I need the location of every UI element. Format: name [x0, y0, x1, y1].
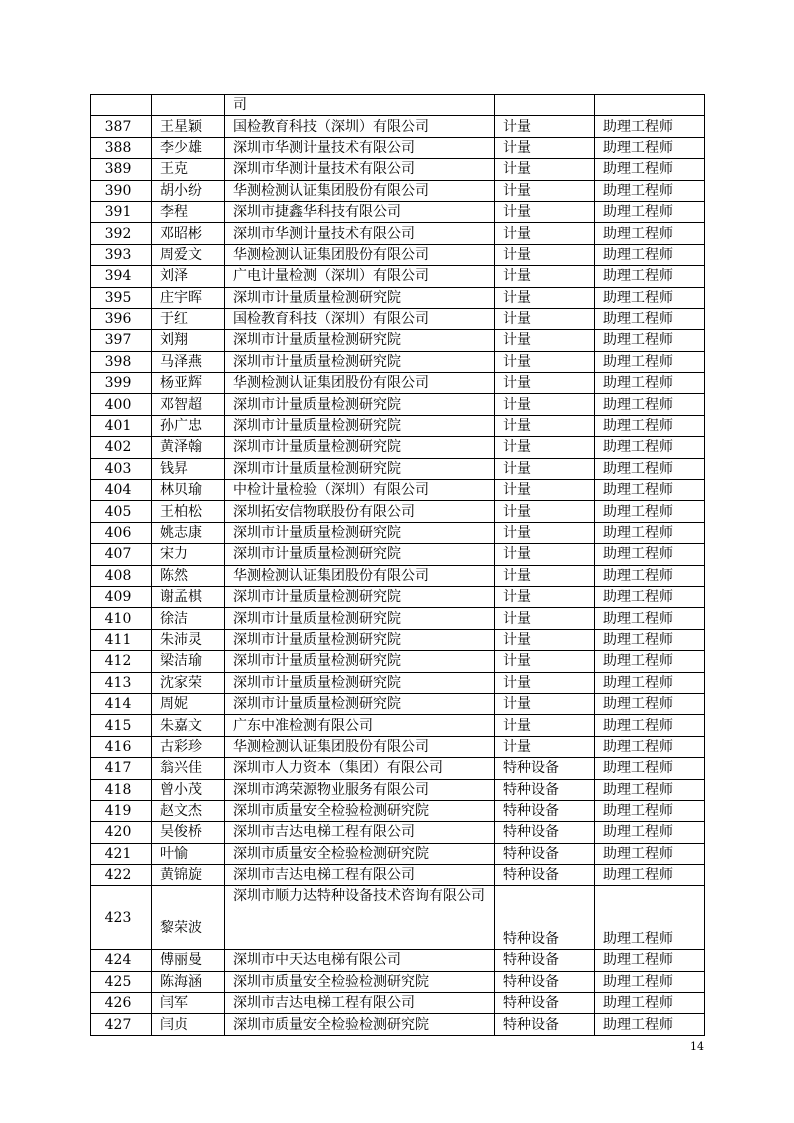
table-row [91, 180, 705, 201]
cell-number: 393 [91, 244, 152, 265]
cell-major: 计量 [495, 159, 595, 180]
cell-title: 助理工程师 [595, 223, 705, 244]
table-row [91, 137, 705, 158]
page-number: 14 [690, 1040, 704, 1053]
table-row [91, 351, 705, 372]
cell-title: 助理工程师 [595, 758, 705, 779]
cell-major: 特种设备 [495, 993, 595, 1014]
cell-major: 特种设备 [495, 950, 595, 971]
table-row [91, 480, 705, 501]
cell-title: 助理工程师 [595, 437, 705, 458]
table-row [91, 287, 705, 308]
cell-name: 孙广忠 [152, 415, 225, 436]
cell-number: 424 [91, 950, 152, 971]
cell-major: 计量 [495, 244, 595, 265]
table-row [91, 244, 705, 265]
cell-title: 助理工程师 [595, 480, 705, 501]
cell-company: 深圳市中天达电梯有限公司 [225, 950, 495, 971]
cell-company: 深圳市质量安全检验检测研究院 [225, 1014, 495, 1035]
cell-company: 国检教育科技（深圳）有限公司 [225, 308, 495, 329]
table-row [91, 886, 705, 950]
cell-major: 计量 [495, 437, 595, 458]
table-row [91, 736, 705, 757]
cell-company: 深圳市吉达电梯工程有限公司 [225, 993, 495, 1014]
cell-company: 深圳市顺力达特种设备技术咨询有限公司 [225, 886, 495, 950]
cell-company: 深圳市吉达电梯工程有限公司 [225, 822, 495, 843]
cell-number: 389 [91, 159, 152, 180]
table-row [91, 715, 705, 736]
cell-major: 计量 [495, 501, 595, 522]
cell-name: 叶愉 [152, 843, 225, 864]
cell-number: 423 [91, 886, 152, 950]
cell-company: 深圳市计量质量检测研究院 [225, 351, 495, 372]
cell-major: 计量 [495, 629, 595, 650]
cell-title: 助理工程师 [595, 394, 705, 415]
cell-major: 特种设备 [495, 865, 595, 886]
cell-company: 深圳市人力资本（集团）有限公司 [225, 758, 495, 779]
cell-number: 413 [91, 672, 152, 693]
cell-name: 马泽燕 [152, 351, 225, 372]
cell-number: 415 [91, 715, 152, 736]
cell-major: 计量 [495, 330, 595, 351]
table-row [91, 586, 705, 607]
cell-major: 计量 [495, 373, 595, 394]
cell-name: 刘翔 [152, 330, 225, 351]
table-row [91, 672, 705, 693]
cell-number: 396 [91, 308, 152, 329]
cell-name: 赵文杰 [152, 800, 225, 821]
cell-name: 王柏松 [152, 501, 225, 522]
cell-name: 邓智超 [152, 394, 225, 415]
cell-major: 计量 [495, 137, 595, 158]
cell-company: 国检教育科技（深圳）有限公司 [225, 116, 495, 137]
cell-number: 412 [91, 651, 152, 672]
cell-title: 助理工程师 [595, 715, 705, 736]
cell-company: 深圳市计量质量检测研究院 [225, 437, 495, 458]
cell-name: 李程 [152, 201, 225, 222]
table-row-continuation [91, 95, 705, 116]
cell-company: 深圳市质量安全检验检测研究院 [225, 800, 495, 821]
cell-title: 助理工程师 [595, 180, 705, 201]
cell-name: 刘泽 [152, 266, 225, 287]
cell-number: 397 [91, 330, 152, 351]
cell-company: 广东中准检测有限公司 [225, 715, 495, 736]
cell-title: 助理工程师 [595, 822, 705, 843]
cell-title: 助理工程师 [595, 116, 705, 137]
cell-major: 特种设备 [495, 971, 595, 992]
table-row [91, 201, 705, 222]
cell-company: 深圳市计量质量检测研究院 [225, 330, 495, 351]
table-row [91, 865, 705, 886]
cell-name: 谢孟棋 [152, 586, 225, 607]
cell-company: 深圳市华测计量技术有限公司 [225, 137, 495, 158]
cell-number: 402 [91, 437, 152, 458]
cell-number [91, 95, 152, 116]
cell-company: 中检计量检验（深圳）有限公司 [225, 480, 495, 501]
cell-major: 特种设备 [495, 800, 595, 821]
cell-name: 王星颖 [152, 116, 225, 137]
cell-company: 深圳市计量质量检测研究院 [225, 287, 495, 308]
cell-major: 计量 [495, 544, 595, 565]
cell-major: 计量 [495, 736, 595, 757]
cell-title: 助理工程师 [595, 629, 705, 650]
cell-number: 407 [91, 544, 152, 565]
cell-title: 助理工程师 [595, 137, 705, 158]
table-row [91, 522, 705, 543]
cell-title: 助理工程师 [595, 330, 705, 351]
cell-number: 394 [91, 266, 152, 287]
cell-name: 古彩珍 [152, 736, 225, 757]
cell-major: 计量 [495, 180, 595, 201]
table-row [91, 458, 705, 479]
cell-company: 深圳市计量质量检测研究院 [225, 651, 495, 672]
table-row [91, 608, 705, 629]
cell-title: 助理工程师 [595, 522, 705, 543]
cell-number: 387 [91, 116, 152, 137]
cell-major [495, 95, 595, 116]
cell-name: 于红 [152, 308, 225, 329]
table-row [91, 822, 705, 843]
cell-major: 计量 [495, 201, 595, 222]
cell-name: 翁兴佳 [152, 758, 225, 779]
cell-major: 特种设备 [495, 1014, 595, 1035]
cell-company: 深圳市捷鑫华科技有限公司 [225, 201, 495, 222]
cell-name: 李少雄 [152, 137, 225, 158]
table-row [91, 843, 705, 864]
cell-name: 邓昭彬 [152, 223, 225, 244]
cell-title [595, 95, 705, 116]
cell-company: 深圳市计量质量检测研究院 [225, 522, 495, 543]
cell-company: 华测检测认证集团股份有限公司 [225, 180, 495, 201]
cell-company: 深圳市计量质量检测研究院 [225, 458, 495, 479]
cell-name: 周爱文 [152, 244, 225, 265]
cell-title: 助理工程师 [595, 501, 705, 522]
cell-title: 助理工程师 [595, 1014, 705, 1035]
table-row [91, 223, 705, 244]
cell-company: 深圳市计量质量检测研究院 [225, 672, 495, 693]
cell-number: 411 [91, 629, 152, 650]
cell-major: 计量 [495, 308, 595, 329]
cell-number: 404 [91, 480, 152, 501]
table-row [91, 758, 705, 779]
cell-number: 392 [91, 223, 152, 244]
table-row [91, 308, 705, 329]
cell-name: 朱沛灵 [152, 629, 225, 650]
cell-name: 周妮 [152, 693, 225, 714]
cell-name: 朱嘉文 [152, 715, 225, 736]
cell-name: 梁洁瑜 [152, 651, 225, 672]
cell-major: 计量 [495, 266, 595, 287]
cell-title: 助理工程师 [595, 800, 705, 821]
cell-number: 406 [91, 522, 152, 543]
cell-company: 深圳市鸿荣源物业服务有限公司 [225, 779, 495, 800]
table-row [91, 330, 705, 351]
cell-number: 414 [91, 693, 152, 714]
cell-number: 420 [91, 822, 152, 843]
cell-name [152, 95, 225, 116]
cell-title: 助理工程师 [595, 865, 705, 886]
cell-company: 深圳市计量质量检测研究院 [225, 415, 495, 436]
cell-name: 庄宇晖 [152, 287, 225, 308]
cell-title: 助理工程师 [595, 586, 705, 607]
table-row [91, 1014, 705, 1035]
cell-major: 计量 [495, 608, 595, 629]
table-row [91, 629, 705, 650]
cell-number: 399 [91, 373, 152, 394]
cell-company: 深圳拓安信物联股份有限公司 [225, 501, 495, 522]
cell-company: 深圳市计量质量检测研究院 [225, 394, 495, 415]
cell-name: 陈然 [152, 565, 225, 586]
cell-major: 计量 [495, 693, 595, 714]
cell-number: 427 [91, 1014, 152, 1035]
cell-company: 深圳市计量质量检测研究院 [225, 693, 495, 714]
cell-number: 419 [91, 800, 152, 821]
table-row [91, 800, 705, 821]
cell-name: 徐洁 [152, 608, 225, 629]
personnel-table [90, 94, 705, 1036]
table-row [91, 373, 705, 394]
cell-title: 助理工程师 [595, 779, 705, 800]
cell-major: 特种设备 [495, 886, 595, 950]
cell-name: 沈家荣 [152, 672, 225, 693]
personnel-table-body [91, 95, 705, 1036]
cell-title: 助理工程师 [595, 843, 705, 864]
table-row [91, 501, 705, 522]
table-row [91, 415, 705, 436]
cell-title: 助理工程师 [595, 608, 705, 629]
cell-title: 助理工程师 [595, 266, 705, 287]
cell-title: 助理工程师 [595, 993, 705, 1014]
cell-title: 助理工程师 [595, 308, 705, 329]
cell-title: 助理工程师 [595, 244, 705, 265]
cell-major: 特种设备 [495, 843, 595, 864]
cell-major: 计量 [495, 458, 595, 479]
table-row [91, 693, 705, 714]
cell-major: 特种设备 [495, 822, 595, 843]
cell-company: 深圳市华测计量技术有限公司 [225, 159, 495, 180]
cell-major: 计量 [495, 715, 595, 736]
cell-number: 426 [91, 993, 152, 1014]
cell-title: 助理工程师 [595, 693, 705, 714]
cell-name: 傅丽曼 [152, 950, 225, 971]
cell-title: 助理工程师 [595, 159, 705, 180]
cell-number: 416 [91, 736, 152, 757]
cell-title: 助理工程师 [595, 651, 705, 672]
table-row [91, 565, 705, 586]
cell-number: 388 [91, 137, 152, 158]
cell-major: 计量 [495, 672, 595, 693]
cell-number: 425 [91, 971, 152, 992]
cell-major: 计量 [495, 287, 595, 308]
cell-title: 助理工程师 [595, 565, 705, 586]
cell-number: 400 [91, 394, 152, 415]
cell-major: 计量 [495, 480, 595, 501]
cell-title: 助理工程师 [595, 672, 705, 693]
table-row [91, 651, 705, 672]
cell-number: 390 [91, 180, 152, 201]
cell-major: 计量 [495, 351, 595, 372]
cell-name: 林贝瑜 [152, 480, 225, 501]
cell-company: 深圳市计量质量检测研究院 [225, 629, 495, 650]
cell-major: 特种设备 [495, 758, 595, 779]
cell-major: 计量 [495, 586, 595, 607]
cell-name: 闫军 [152, 993, 225, 1014]
cell-major: 计量 [495, 565, 595, 586]
cell-name: 王克 [152, 159, 225, 180]
cell-title: 助理工程师 [595, 351, 705, 372]
cell-name: 黄锦旋 [152, 865, 225, 886]
cell-number: 405 [91, 501, 152, 522]
cell-company: 深圳市计量质量检测研究院 [225, 544, 495, 565]
cell-major: 特种设备 [495, 779, 595, 800]
cell-name: 黎荣波 [152, 886, 225, 950]
cell-number: 401 [91, 415, 152, 436]
cell-number: 403 [91, 458, 152, 479]
cell-company: 深圳市华测计量技术有限公司 [225, 223, 495, 244]
table-row [91, 394, 705, 415]
cell-title: 助理工程师 [595, 971, 705, 992]
cell-name: 黄泽翰 [152, 437, 225, 458]
cell-number: 418 [91, 779, 152, 800]
cell-major: 计量 [495, 522, 595, 543]
cell-title: 助理工程师 [595, 415, 705, 436]
cell-company: 司 [225, 95, 495, 116]
cell-company: 华测检测认证集团股份有限公司 [225, 373, 495, 394]
cell-title: 助理工程师 [595, 201, 705, 222]
table-row [91, 971, 705, 992]
cell-name: 曾小茂 [152, 779, 225, 800]
cell-name: 杨亚辉 [152, 373, 225, 394]
cell-title: 助理工程师 [595, 886, 705, 950]
cell-name: 宋力 [152, 544, 225, 565]
table-row [91, 159, 705, 180]
cell-company: 深圳市质量安全检验检测研究院 [225, 971, 495, 992]
cell-title: 助理工程师 [595, 736, 705, 757]
table-row [91, 116, 705, 137]
table-row [91, 266, 705, 287]
cell-name: 胡小纷 [152, 180, 225, 201]
table-row [91, 779, 705, 800]
cell-major: 计量 [495, 223, 595, 244]
cell-number: 408 [91, 565, 152, 586]
cell-major: 计量 [495, 394, 595, 415]
cell-number: 409 [91, 586, 152, 607]
cell-name: 闫贞 [152, 1014, 225, 1035]
table-row [91, 437, 705, 458]
cell-number: 398 [91, 351, 152, 372]
cell-major: 计量 [495, 116, 595, 137]
cell-name: 陈海涵 [152, 971, 225, 992]
cell-name: 姚志康 [152, 522, 225, 543]
table-row [91, 993, 705, 1014]
cell-title: 助理工程师 [595, 287, 705, 308]
cell-major: 计量 [495, 651, 595, 672]
cell-number: 395 [91, 287, 152, 308]
cell-company: 华测检测认证集团股份有限公司 [225, 736, 495, 757]
cell-number: 391 [91, 201, 152, 222]
cell-company: 深圳市质量安全检验检测研究院 [225, 843, 495, 864]
cell-title: 助理工程师 [595, 458, 705, 479]
cell-title: 助理工程师 [595, 950, 705, 971]
cell-company: 深圳市吉达电梯工程有限公司 [225, 865, 495, 886]
cell-number: 421 [91, 843, 152, 864]
cell-number: 417 [91, 758, 152, 779]
cell-company: 深圳市计量质量检测研究院 [225, 586, 495, 607]
cell-name: 吴俊桥 [152, 822, 225, 843]
cell-company: 深圳市计量质量检测研究院 [225, 608, 495, 629]
cell-company: 华测检测认证集团股份有限公司 [225, 565, 495, 586]
cell-company: 华测检测认证集团股份有限公司 [225, 244, 495, 265]
cell-company: 广电计量检测（深圳）有限公司 [225, 266, 495, 287]
cell-title: 助理工程师 [595, 373, 705, 394]
table-row [91, 950, 705, 971]
cell-major: 计量 [495, 415, 595, 436]
cell-title: 助理工程师 [595, 544, 705, 565]
cell-number: 410 [91, 608, 152, 629]
table-row [91, 544, 705, 565]
cell-number: 422 [91, 865, 152, 886]
cell-name: 钱昇 [152, 458, 225, 479]
